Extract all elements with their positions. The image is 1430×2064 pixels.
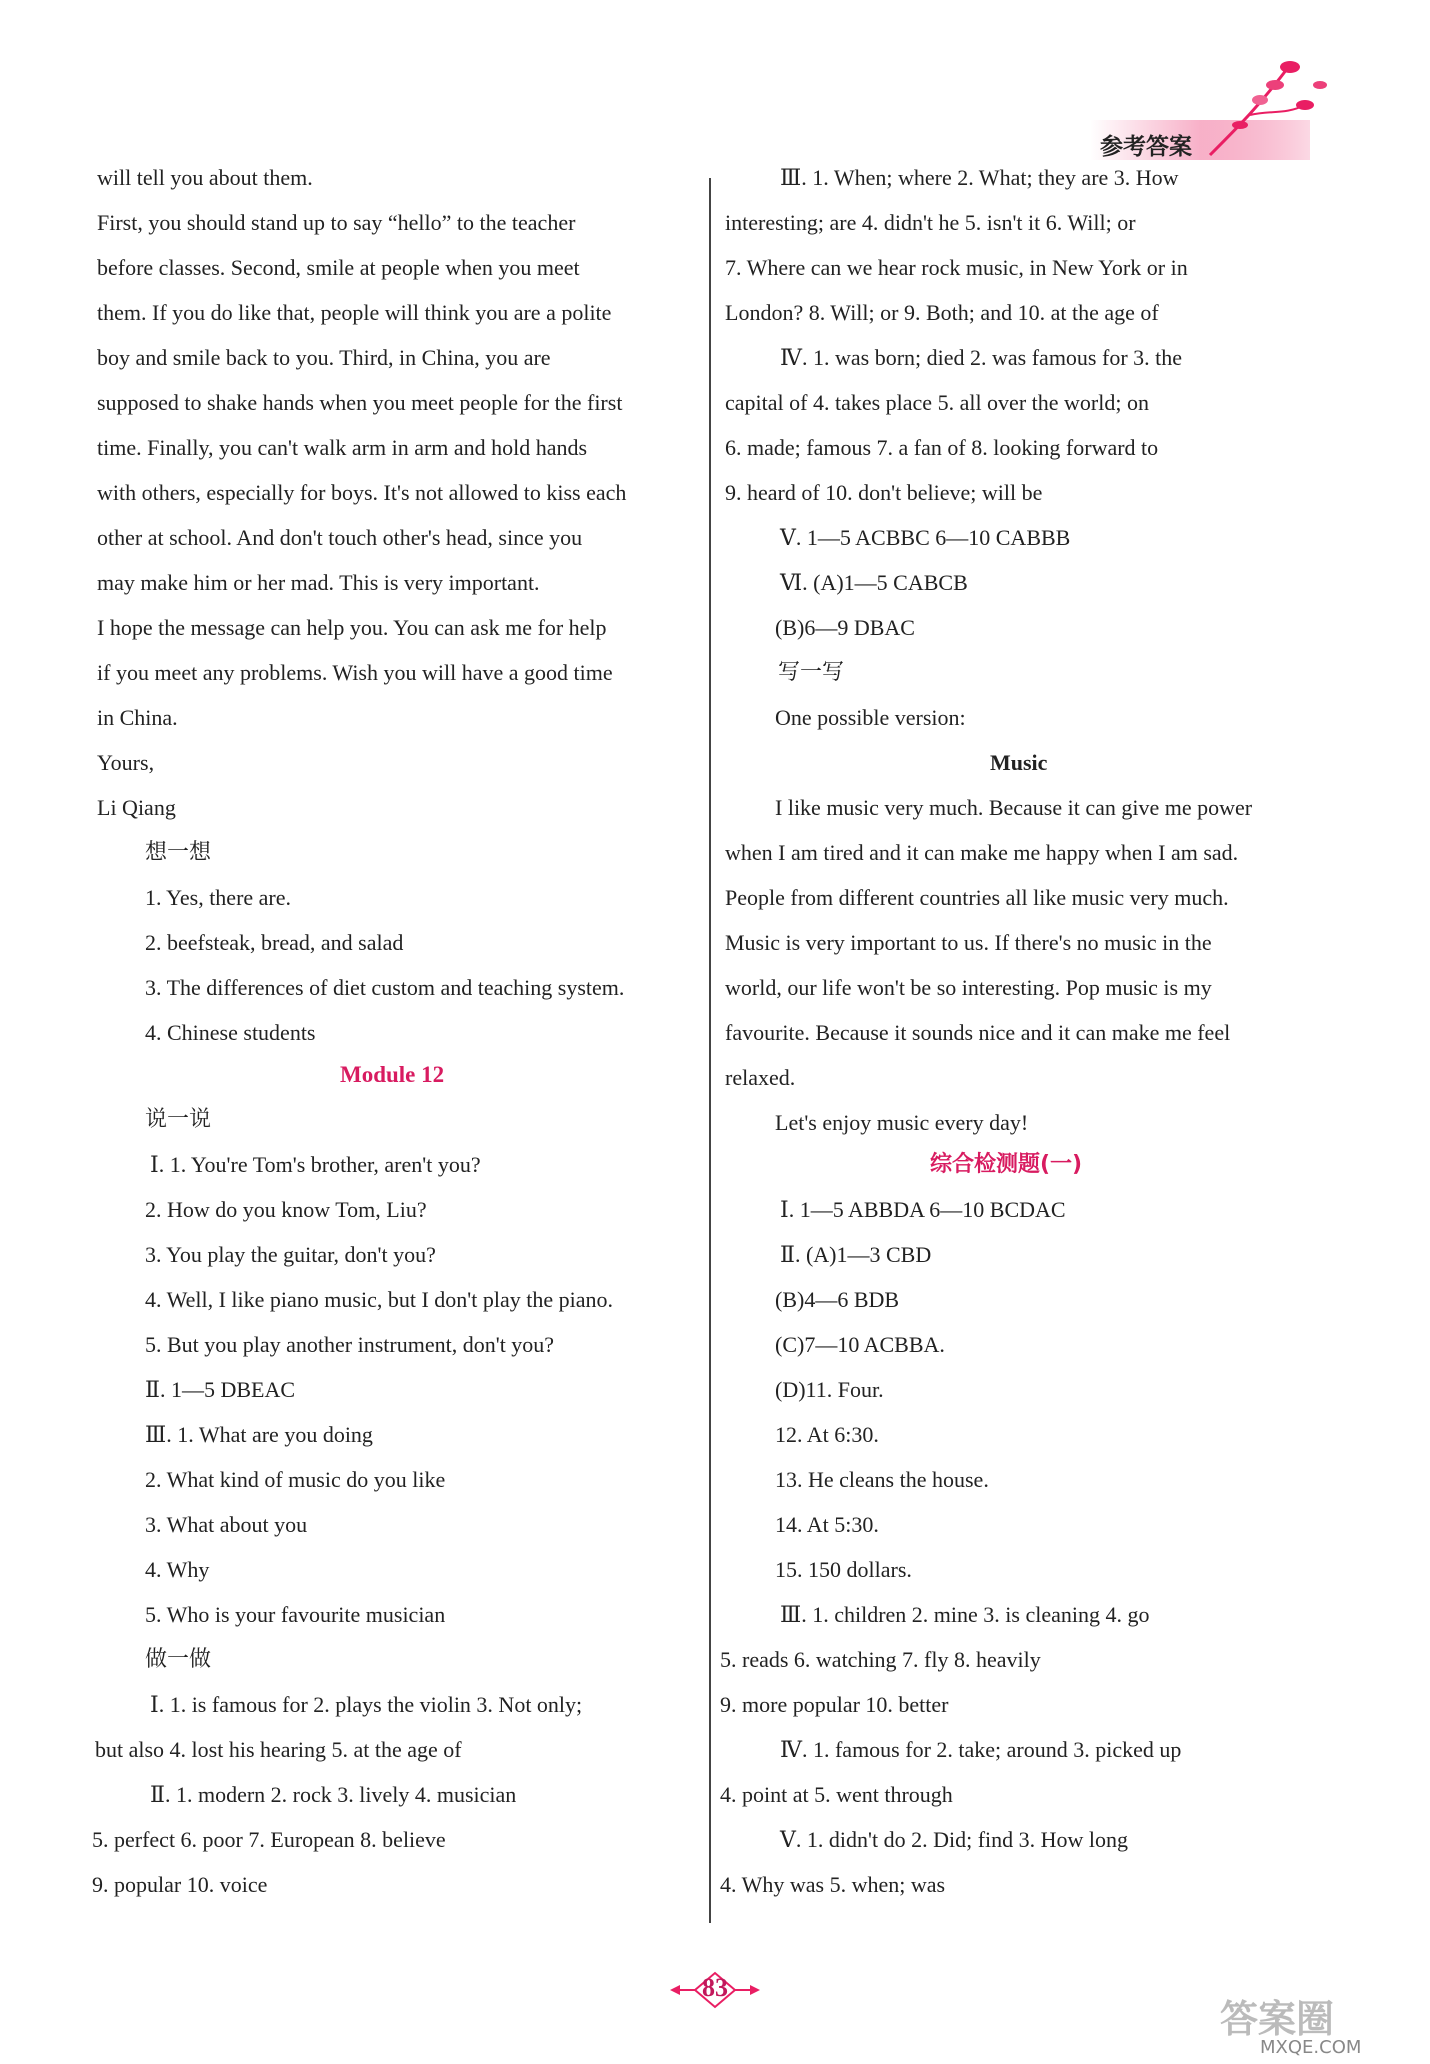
left-column-text-line: 5. Who is your favourite musician	[145, 1602, 446, 1627]
right-column-text-line: People from different countries all like music very much.	[725, 885, 1229, 910]
left-column-text-line: them. If you do like that, people will think you are a polite	[97, 300, 612, 325]
right-column-text-line: 14. At 5:30.	[775, 1512, 879, 1537]
left-column-text-line: but also 4. lost his hearing 5. at the age of	[95, 1737, 462, 1762]
left-column-text-line: 3. You play the guitar, don't you?	[145, 1242, 436, 1267]
left-column-text-line: 4. Why	[145, 1557, 210, 1582]
left-column-text-line: will tell you about them.	[97, 165, 313, 190]
right-column-text-line: 12. At 6:30.	[775, 1422, 879, 1447]
left-column-text-line: in China.	[97, 705, 178, 730]
right-column-text-line: Ⅲ. 1. children 2. mine 3. is cleaning 4. go	[780, 1602, 1150, 1627]
column-divider	[709, 178, 711, 1923]
left-column-text-line: other at school. And don't touch other's head, since you	[97, 525, 583, 550]
left-column-text-line: with others, especially for boys. It's not allowed to kiss each	[97, 480, 627, 505]
right-column-text-line: interesting; are 4. didn't he 5. isn't it 6. Will; or	[725, 210, 1136, 235]
left-column-text-line: First, you should stand up to say “hello” to the teacher	[97, 210, 576, 235]
left-column-text-line: 2. How do you know Tom, Liu?	[145, 1197, 427, 1222]
right-column-text-line: 9. heard of 10. don't believe; will be	[725, 480, 1043, 505]
right-column-text-line: Ⅴ. 1—5 ACBBC 6—10 CABBB	[780, 525, 1071, 550]
section-heading: 写一写	[778, 660, 845, 685]
left-column-text-line: if you meet any problems. Wish you will have a good time	[97, 660, 613, 685]
left-column-text-line: 9. popular 10. voice	[92, 1872, 268, 1897]
left-column-text-line: 3. The differences of diet custom and teaching system.	[145, 975, 625, 1000]
left-column-text-line: 4. Chinese students	[145, 1020, 316, 1045]
right-column-text-line: Music is very important to us. If there's no music in the	[725, 930, 1212, 955]
left-column-text-line: Ⅱ. 1—5 DBEAC	[145, 1377, 296, 1402]
right-column-text-line: 15. 150 dollars.	[775, 1557, 912, 1582]
left-column-text-line: 5. But you play another instrument, don't you?	[145, 1332, 555, 1357]
right-column-text-line: Ⅴ. 1. didn't do 2. Did; find 3. How long	[780, 1827, 1129, 1852]
left-column-text-line: Ⅱ. 1. modern 2. rock 3. lively 4. musician	[150, 1782, 517, 1807]
left-column-text-line: Ⅲ. 1. What are you doing	[145, 1422, 373, 1447]
section-heading: 想一想	[145, 840, 212, 865]
right-column-text-line: Let's enjoy music every day!	[775, 1110, 1029, 1135]
right-column-text-line: London? 8. Will; or 9. Both; and 10. at the age of	[725, 300, 1159, 325]
left-column-text-line: Ⅰ. 1. is famous for 2. plays the violin 3. Not only;	[150, 1692, 583, 1717]
right-column-text-line: 7. Where can we hear rock music, in New York or in	[725, 255, 1188, 280]
right-column-text-line: (D)11. Four.	[775, 1377, 884, 1402]
left-column-text-line: time. Finally, you can't walk arm in arm and hold hands	[97, 435, 588, 460]
right-column-text-line: Ⅳ. 1. famous for 2. take; around 3. picked up	[780, 1737, 1182, 1762]
test-heading: 综合检测题(一)	[930, 1152, 1083, 1177]
left-column-text-line: 3. What about you	[145, 1512, 308, 1537]
right-column-text-line: (B)6—9 DBAC	[775, 615, 915, 640]
right-column-text-line: favourite. Because it sounds nice and it can make me feel	[725, 1020, 1231, 1045]
left-column-text-line: 2. What kind of music do you like	[145, 1467, 446, 1492]
right-column-text-line: capital of 4. takes place 5. all over the world; on	[725, 390, 1149, 415]
right-column-text-line: 6. made; famous 7. a fan of 8. looking forward to	[725, 435, 1159, 460]
page-number-badge	[640, 1965, 790, 2015]
right-column-text-line: Ⅲ. 1. When; where 2. What; they are 3. How	[780, 165, 1179, 190]
right-column-text-line: 9. more popular 10. better	[720, 1692, 949, 1717]
left-column-text-line: I hope the message can help you. You can ask me for help	[97, 615, 607, 640]
right-column-text-line: Ⅱ. (A)1—3 CBD	[780, 1242, 932, 1267]
svg-text:答案圈: 答案圈	[1220, 1997, 1335, 2041]
left-column-text-line: Yours,	[97, 750, 155, 775]
left-column-text-line: Li Qiang	[97, 795, 176, 820]
left-column-text-line: 1. Yes, there are.	[145, 885, 292, 910]
right-column-text-line: Ⅰ. 1—5 ABBDA 6—10 BCDAC	[780, 1197, 1066, 1222]
right-column-text-line: Ⅳ. 1. was born; died 2. was famous for 3. the	[780, 345, 1183, 370]
right-column-text-line: world, our life won't be so interesting. Pop music is my	[725, 975, 1212, 1000]
right-column-text-line: 4. point at 5. went through	[720, 1782, 953, 1807]
right-column-text-line: Ⅵ. (A)1—5 CABCB	[780, 570, 968, 595]
left-column-text-line: boy and smile back to you. Third, in China, you are	[97, 345, 551, 370]
right-column-text-line: 5. reads 6. watching 7. fly 8. heavily	[720, 1647, 1041, 1672]
right-column-text-line: when I am tired and it can make me happy when I am sad.	[725, 840, 1239, 865]
left-column-text-line: 5. perfect 6. poor 7. European 8. believe	[92, 1827, 446, 1852]
header-label: 参考答案	[1100, 134, 1192, 160]
right-column-text-line: I like music very much. Because it can give me power	[775, 795, 1253, 820]
right-column-text-line: (C)7—10 ACBBA.	[775, 1332, 945, 1357]
left-column-text-line: supposed to shake hands when you meet people for the first	[97, 390, 623, 415]
section-heading: 说一说	[145, 1107, 212, 1132]
left-column-text-line: may make him or her mad. This is very important.	[97, 570, 540, 595]
left-column-text-line: 4. Well, I like piano music, but I don't play the piano.	[145, 1287, 613, 1312]
watermark-text: MXQE.COM	[1260, 2037, 1362, 2058]
section-heading: 做一做	[145, 1647, 212, 1672]
page-number: 83	[702, 1973, 728, 2002]
left-column-text-line: Ⅰ. 1. You're Tom's brother, aren't you?	[150, 1152, 481, 1177]
right-column-text-line: relaxed.	[725, 1065, 796, 1090]
left-column-text-line: before classes. Second, smile at people when you meet	[97, 255, 580, 280]
essay-title: Music	[990, 750, 1048, 775]
right-column-text-line: 13. He cleans the house.	[775, 1467, 989, 1492]
right-column-text-line: 4. Why was 5. when; was	[720, 1872, 946, 1897]
module-heading: Module 12	[340, 1062, 445, 1087]
right-column-text-line: One possible version:	[775, 705, 966, 730]
right-column-text-line: (B)4—6 BDB	[775, 1287, 900, 1312]
left-column-text-line: 2. beefsteak, bread, and salad	[145, 930, 404, 955]
